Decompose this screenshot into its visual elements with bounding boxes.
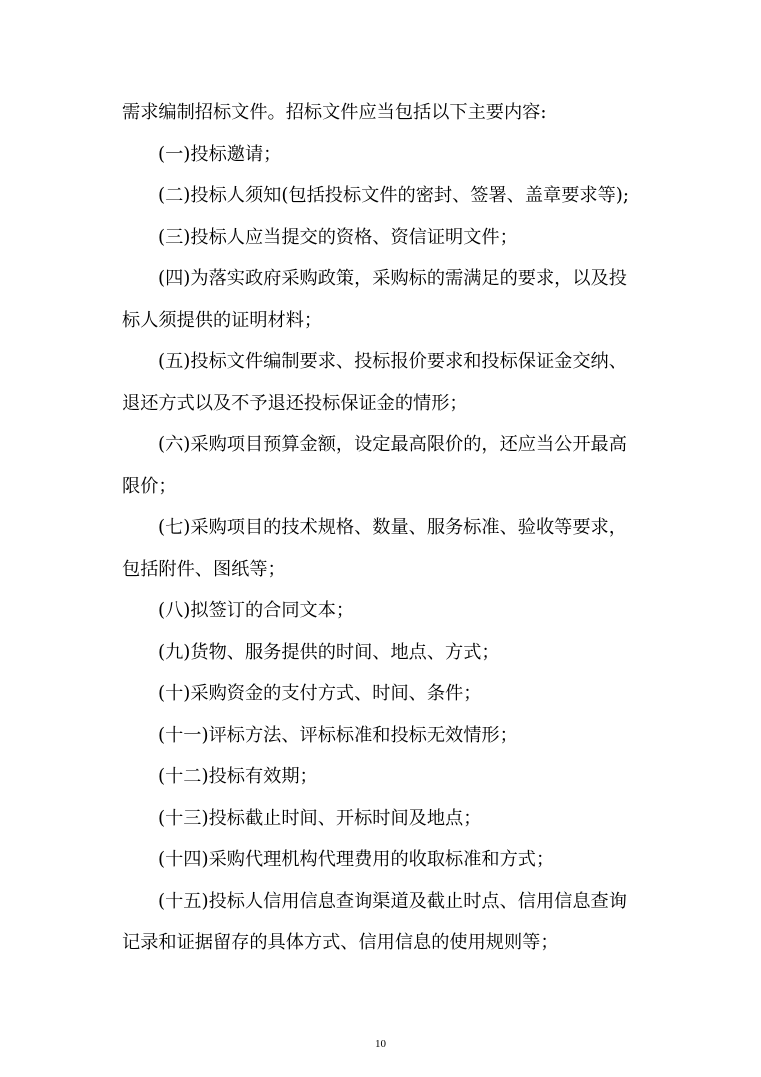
list-item-4: (四)为落实政府采购政策，采购标的需满足的要求，以及投	[158, 268, 627, 289]
list-item-9: (九)货物、服务提供的时间、地点、方式；	[158, 641, 500, 663]
list-item-7: (七)采购项目的技术规格、数量、服务标准、验收等要求，	[158, 517, 627, 538]
list-item-6-continuation: 限价；	[122, 475, 177, 497]
document-body	[122, 92, 642, 964]
list-item-7-continuation: 包括附件、图纸等；	[122, 558, 286, 580]
list-item-4-continuation: 标人须提供的证明材料；	[122, 309, 323, 331]
list-item-5: (五)投标文件编制要求、投标报价要求和投标保证金交纳、	[158, 351, 627, 372]
list-item-11: (十一)评标方法、评标标准和投标无效情形；	[158, 724, 518, 746]
page-number: 10	[375, 1038, 386, 1050]
list-item-10: (十)采购资金的支付方式、时间、条件；	[158, 683, 482, 704]
list-item-8: (八)拟签订的合同文本；	[158, 600, 355, 621]
list-item-13: (十三)投标截止时间、开标时间及地点；	[158, 807, 482, 829]
list-item-2: (二)投标人须知(包括投标文件的密封、签署、盖章要求等);	[158, 185, 630, 206]
list-item-5-continuation: 退还方式以及不予退还投标保证金的情形；	[122, 392, 468, 414]
list-item-1: (一)投标邀请；	[158, 143, 282, 165]
list-item-15: (十五)投标人信用信息查询渠道及截止时点、信用信息查询	[158, 890, 627, 912]
body-text-line: 需求编制招标文件。招标文件应当包括以下主要内容:	[122, 102, 547, 123]
list-item-6: (六)采购项目预算金额，设定最高限价的，还应当公开最高	[158, 434, 627, 455]
list-item-15-continuation: 记录和证据留存的具体方式、信用信息的使用规则等；	[122, 932, 559, 953]
list-item-12: (十二)投标有效期；	[158, 766, 318, 787]
list-item-3: (三)投标人应当提交的资格、资信证明文件；	[158, 226, 518, 248]
list-item-14: (十四)采购代理机构代理费用的收取标准和方式；	[158, 849, 555, 870]
